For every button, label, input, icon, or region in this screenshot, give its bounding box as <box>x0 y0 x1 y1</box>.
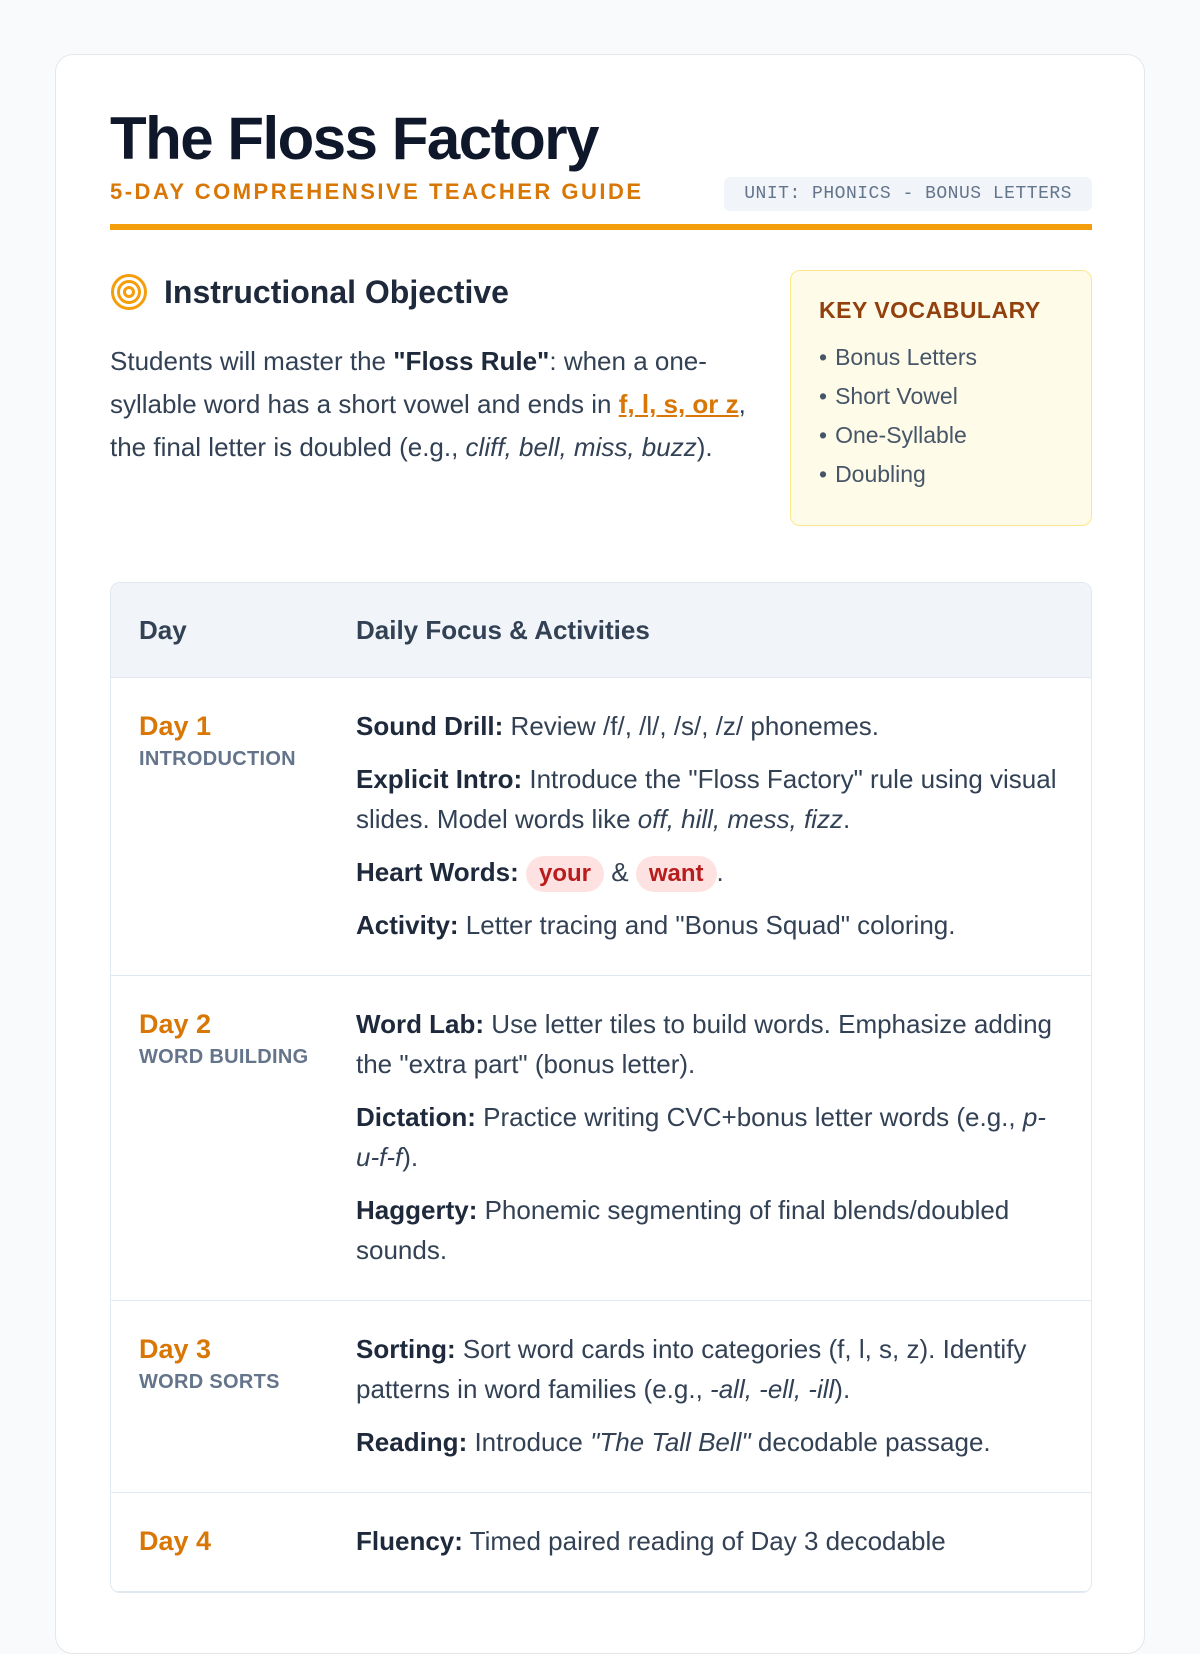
day-cell <box>111 1004 356 1270</box>
activity-text: Review /f/, /l/, /s/, /z/ phonemes. <box>503 711 880 741</box>
unit-badge: UNIT: PHONICS - BONUS LETTERS <box>724 177 1092 211</box>
activity-text: Sort word cards into categories (f, l, s, z). Identify patterns in word families (e.g., <box>356 1334 1027 1404</box>
objective-text-part: : when a one-syllable word has a short vowel and ends in <box>110 346 707 419</box>
rule-letters: f, l, s, or z <box>618 389 739 419</box>
activity-text: Practice writing CVC+bonus letter words (e.g., <box>475 1102 1023 1132</box>
activity-item <box>356 1521 1063 1561</box>
activity-text: . <box>842 804 851 834</box>
objective-title: Instructional Objective <box>164 273 509 310</box>
day-label: Day 4 <box>139 1526 212 1556</box>
vocabulary-item: • One-Syllable <box>819 416 1063 455</box>
activity-label: Haggerty: <box>356 1195 478 1225</box>
activity-item <box>356 706 1063 746</box>
rule-name: "Floss Rule" <box>393 346 550 376</box>
lesson-plan-table <box>110 582 1092 1593</box>
day-label: Day 2 <box>139 1009 212 1039</box>
vocabulary-item: • Short Vowel <box>819 377 1063 416</box>
vocabulary-title: KEY VOCABULARY <box>819 297 1041 323</box>
activity-text: ). <box>834 1374 851 1404</box>
guide-content <box>110 105 1092 1593</box>
heart-word-badge: your <box>526 856 604 892</box>
day-label: Day 3 <box>139 1334 212 1364</box>
column-header-focus: Daily Focus & Activities <box>356 614 650 645</box>
day-subtitle: INTRODUCTION <box>139 748 296 770</box>
target-icon <box>110 273 148 311</box>
activity-item <box>356 1190 1063 1270</box>
vocabulary-item: • Bonus Letters <box>819 338 1063 377</box>
activity-label: Activity: <box>356 910 459 940</box>
subtitle-row <box>110 175 1092 215</box>
activity-examples: p-u-f-f <box>356 1102 1046 1172</box>
objective-text <box>110 340 750 469</box>
column-header-day: Day <box>139 614 187 645</box>
page-title: The Floss Factory <box>110 105 598 172</box>
activity-item <box>356 1097 1063 1177</box>
activity-item <box>356 905 1063 945</box>
objective-text-part: , the final letter is doubled (e.g., <box>110 389 746 462</box>
activity-item <box>356 759 1063 839</box>
day-subtitle: WORD BUILDING <box>139 1046 309 1068</box>
activity-text: . <box>716 857 724 887</box>
vocabulary-list <box>819 338 1063 494</box>
objective-section <box>110 270 1092 590</box>
activity-label: Dictation: <box>356 1102 476 1132</box>
activity-text: Introduce <box>467 1427 591 1457</box>
day-cell <box>111 1521 356 1561</box>
activity-text: Phonemic segmenting of final blends/doubled sounds. <box>356 1195 1010 1265</box>
activity-label: Fluency: <box>356 1526 463 1556</box>
table-row <box>111 1493 1091 1592</box>
table-row <box>111 976 1091 1301</box>
guide-card <box>55 54 1145 1654</box>
instructional-objective <box>110 270 750 469</box>
day-cell <box>111 706 356 945</box>
table-row <box>111 678 1091 976</box>
activity-label: Sorting: <box>356 1334 456 1364</box>
day-cell <box>111 1329 356 1462</box>
activity-label: Word Lab: <box>356 1009 485 1039</box>
activity-label: Reading: <box>356 1427 468 1457</box>
activity-examples: off, hill, mess, fizz <box>637 804 843 834</box>
activity-text: & <box>611 857 629 887</box>
activity-label: Explicit Intro: <box>356 764 523 794</box>
activity-item <box>356 1422 1063 1462</box>
vocabulary-item: • Doubling <box>819 455 1063 494</box>
focus-cell <box>356 1329 1091 1462</box>
header-divider <box>110 224 1092 230</box>
focus-cell <box>356 1004 1091 1270</box>
activity-label: Sound Drill: <box>356 711 504 741</box>
focus-cell <box>356 1521 1091 1561</box>
focus-cell <box>356 706 1091 945</box>
key-vocabulary-box <box>790 270 1092 526</box>
activity-item <box>356 1004 1063 1084</box>
activity-text: Letter tracing and "Bonus Squad" coloring. <box>458 910 956 940</box>
objective-text-part: Students will master the <box>110 346 394 376</box>
rule-examples: cliff, bell, miss, buzz <box>465 432 697 462</box>
activity-text: Use letter tiles to build words. Emphasize adding the "extra part" (bonus letter). <box>356 1009 1053 1079</box>
activity-item <box>356 1329 1063 1409</box>
activity-text: Timed paired reading of Day 3 decodable <box>462 1526 946 1556</box>
activity-text: ). <box>402 1142 419 1172</box>
objective-header <box>110 270 750 314</box>
activity-text: decodable passage. <box>750 1427 991 1457</box>
table-header <box>111 583 1091 678</box>
day-subtitle: WORD SORTS <box>139 1371 280 1393</box>
objective-text-part: ). <box>696 432 713 462</box>
activity-examples: -all, -ell, -ill <box>710 1374 835 1404</box>
passage-title: "The Tall Bell" <box>590 1427 751 1457</box>
activity-text: Introduce the "Floss Factory" rule using visual slides. Model words like <box>356 764 1057 834</box>
page-subtitle: 5-DAY COMPREHENSIVE TEACHER GUIDE <box>110 179 644 204</box>
activity-item <box>356 852 1063 892</box>
day-label: Day 1 <box>139 711 212 741</box>
heart-word-badge: want <box>636 856 717 892</box>
table-row <box>111 1301 1091 1493</box>
activity-label: Heart Words: <box>356 857 519 887</box>
